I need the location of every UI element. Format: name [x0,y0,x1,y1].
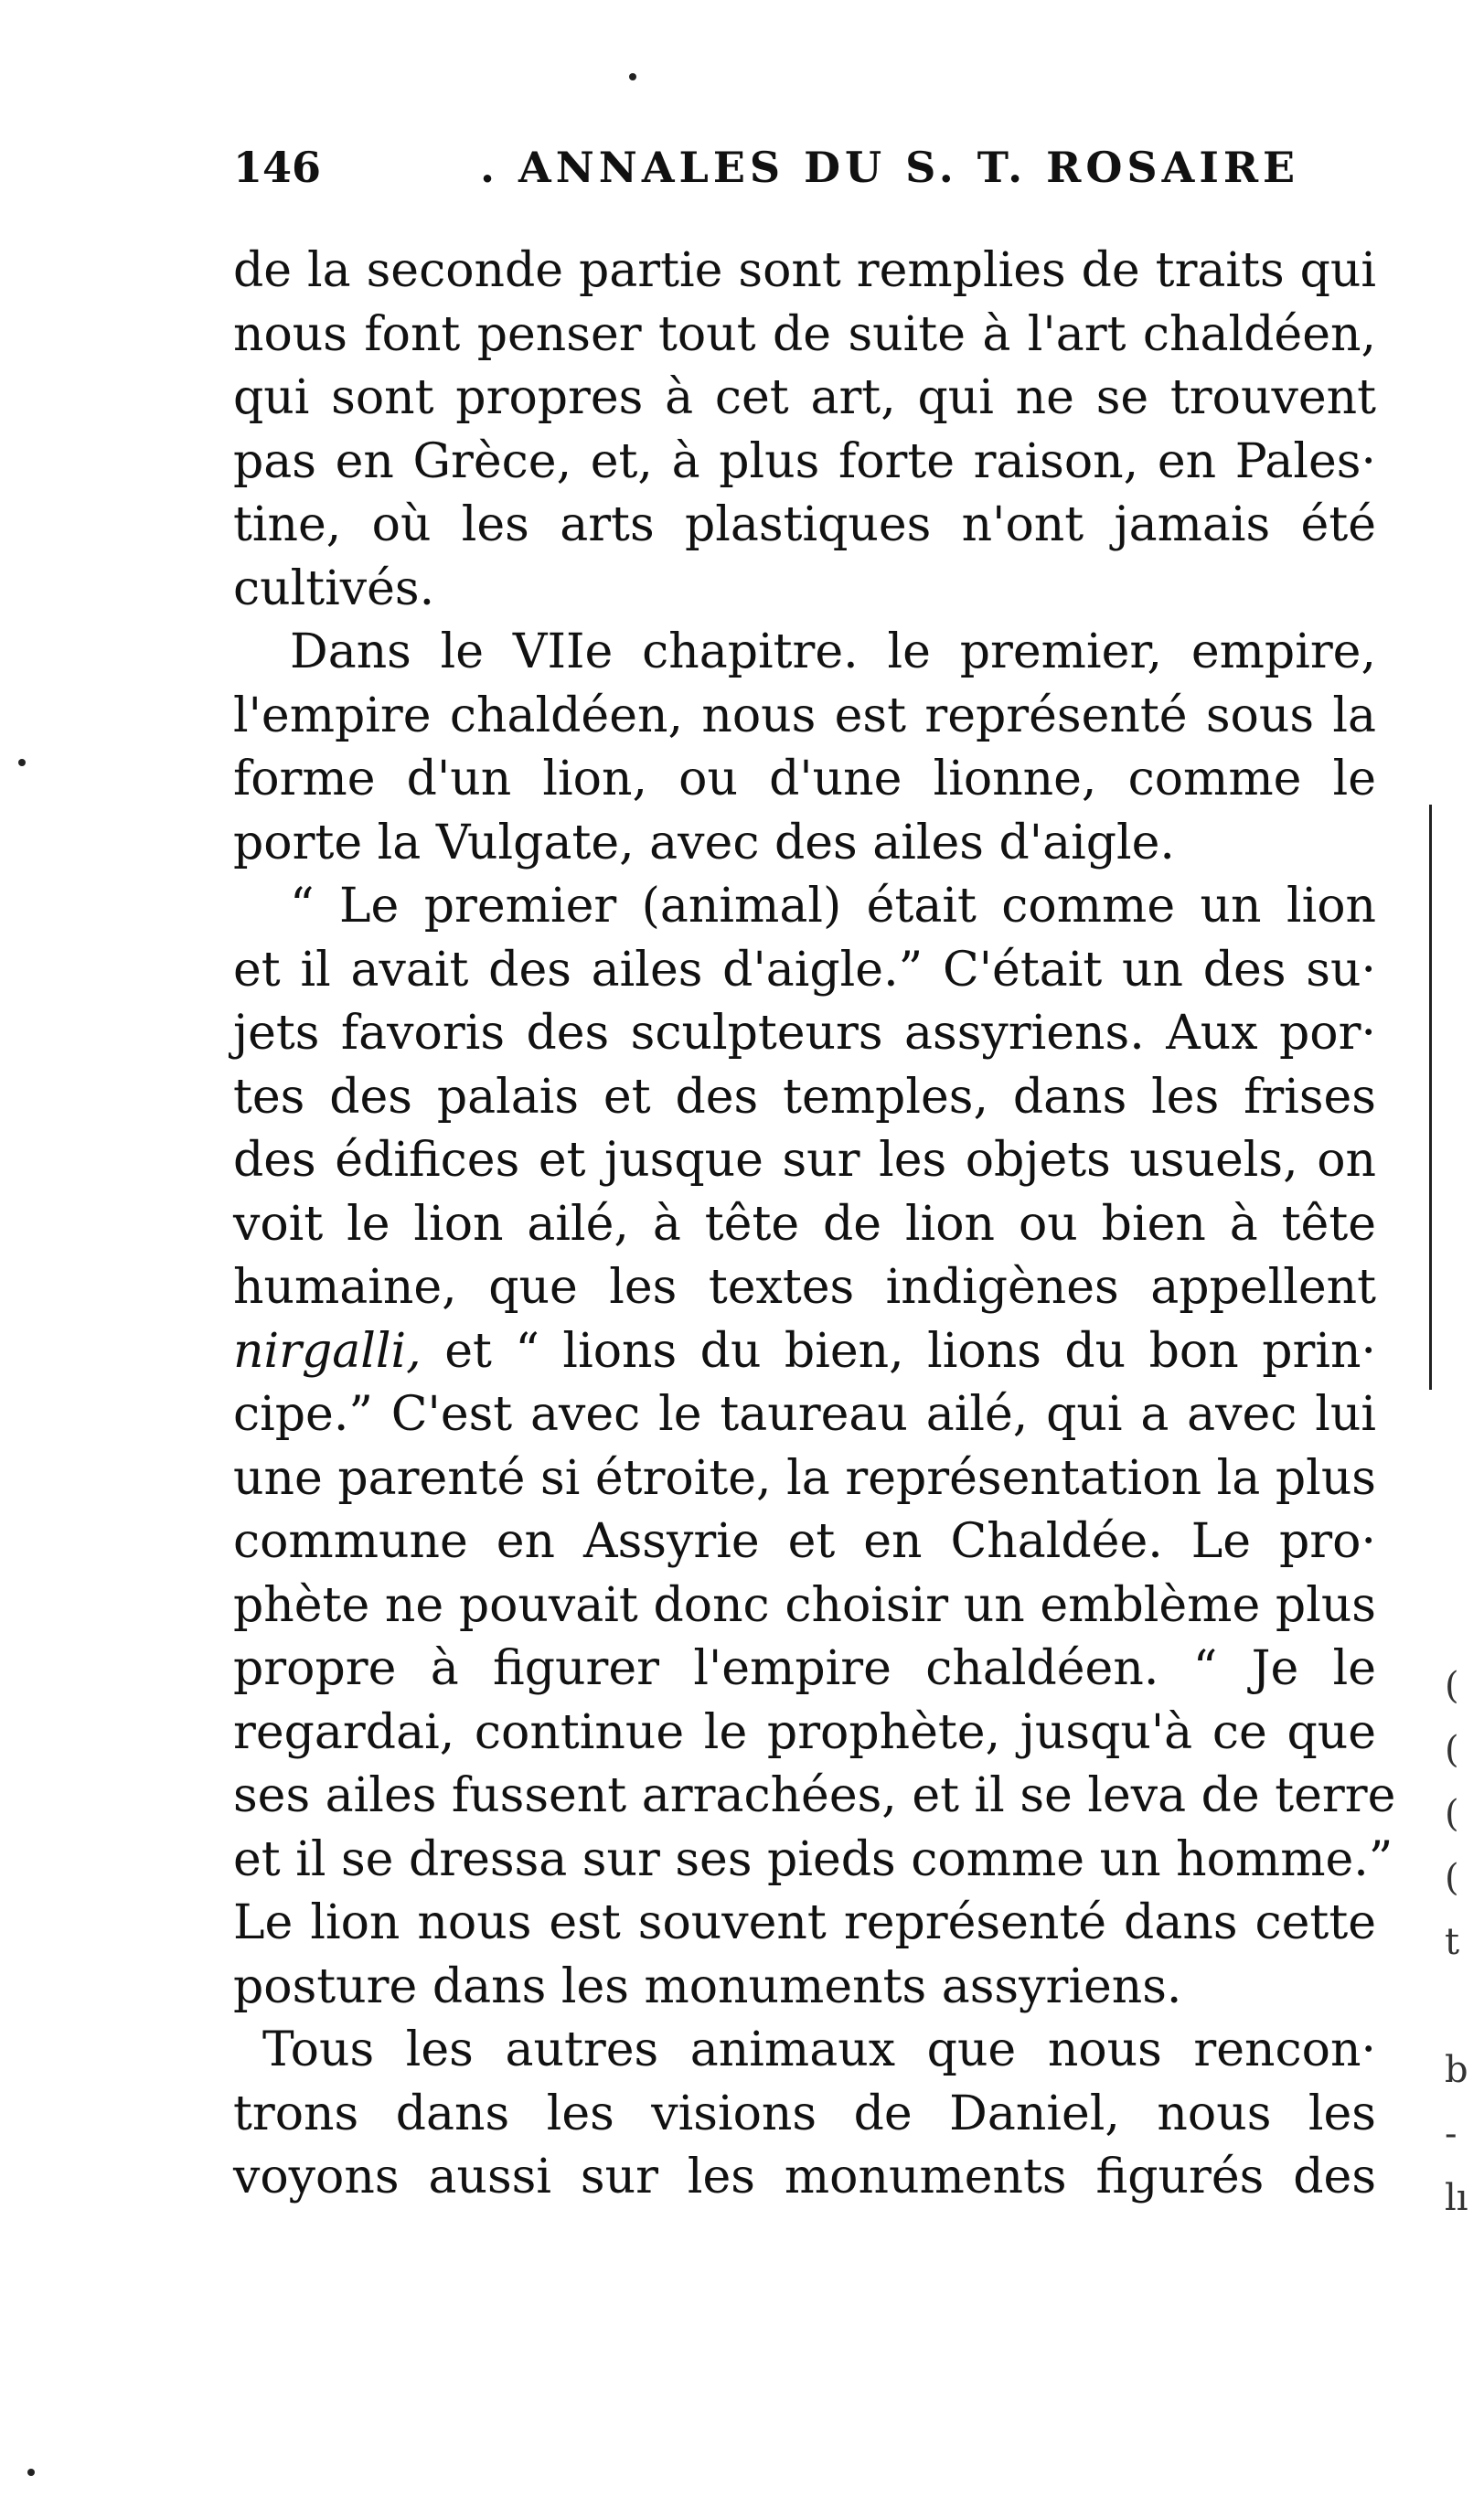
text-line: regardai, continue le prophète, jusqu'à ce que [233,1704,1376,1760]
text-line: tes des palais et des temples, dans les frises [233,1069,1376,1125]
text-line: commune en Assyrie et en Chaldée. Le pro· [233,1514,1376,1569]
text-line-italic [233,1320,1376,1384]
margin-fragment: ( [1445,1729,1459,1771]
page-number: 146 [233,143,322,192]
text-line: nous font penser tout de suite à l'art chaldéen, [233,306,1376,362]
text-line: trons dans les visions de Daniel, nous les [233,2086,1376,2141]
text-line: “ Le premier (animal) était comme un lion [290,879,1376,934]
body-text [233,240,1396,2210]
page-header [233,135,1376,199]
text-line: posture dans les monuments assyriens. [233,1958,1182,2014]
margin-fragment: ( [1445,1665,1459,1707]
print-speck [27,2469,35,2476]
text-line: porte la Vulgate, avec des ailes d'aigle. [233,815,1175,870]
margin-fragment: - [1445,2113,1457,2155]
text-line: de la seconde partie sont remplies de traits qui [233,243,1376,298]
text-line: voit le lion ailé, à tête de lion ou bien à tête [233,1196,1376,1252]
margin-rule [1429,805,1432,1390]
text-line: voyons aussi sur les monuments figurés des [233,2150,1376,2204]
text-line: cipe.” C'est avec le taureau ailé, qui a avec lui [233,1387,1376,1442]
text-line: propre à figurer l'empire chaldéen. “ Je le [233,1641,1376,1696]
margin-fragment: t [1445,1921,1460,1963]
margin-fragment: ( [1445,1793,1459,1835]
text-line: des édifices et jusque sur les objets usuels, on [233,1133,1376,1188]
text-line: forme d'un lion, ou d'une lionne, comme le [233,752,1376,806]
text-line: phète ne pouvait donc choisir un emblème plus [233,1577,1376,1633]
text-line: Dans le VIIe chapitre. le premier, empire, [290,624,1376,679]
text-line: humaine, que les textes indigènes appellent [233,1260,1376,1315]
text-line: Tous les autres animaux que nous rencon· [262,2022,1376,2077]
text-line: cultivés. [233,560,435,616]
text-line: Le lion nous est souvent représenté dans cette [233,1895,1376,1950]
print-speck [629,73,636,80]
italic-term: nirgalli, [233,1323,422,1379]
text-line: qui sont propres à cet art, qui ne se trouvent [233,370,1376,425]
print-speck [18,759,26,766]
running-title: . ANNALES DU S. T. ROSAIRE [480,143,1300,192]
text-line: jets favoris des sculpteurs assyriens. Aux por· [233,1006,1376,1061]
text-line: une parenté si étroite, la représentation la plus [233,1450,1376,1506]
text-line: et il se dressa sur ses pieds comme un homme.” [233,1831,1393,1887]
text-line-rest: et “ lions du bien, lions du bon prin· [444,1323,1377,1379]
text-line: ses ailes fussent arrachées, et il se leva de terre [233,1768,1396,1823]
text-line: et il avait des ailes d'aigle.” C'était un des su· [233,942,1376,998]
margin-fragment: lı [1445,2177,1468,2219]
margin-fragment: ( [1445,1857,1459,1899]
text-line: tine, où les arts plastiques n'ont jamais été [233,497,1376,552]
margin-fragment: b [1445,2049,1468,2091]
text-line: l'empire chaldéen, nous est représenté sous la [233,688,1376,743]
text-line: pas en Grèce, et, à plus forte raison, en Pales· [233,433,1376,489]
